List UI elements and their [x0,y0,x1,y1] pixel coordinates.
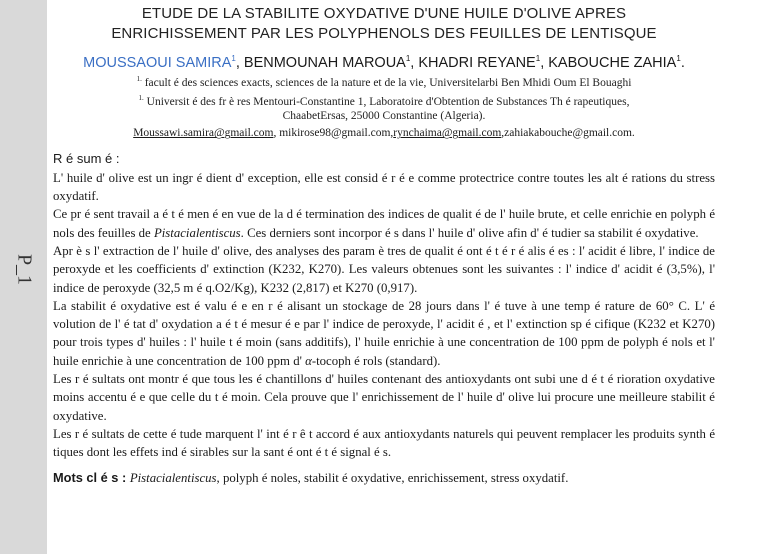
email-list [53,126,715,141]
email-4: ,zahiakabouche@gmail.com. [501,127,635,140]
author-1: MOUSSAOUI SAMIRA [83,54,232,71]
keywords-label: Mots cl é s : [53,469,130,485]
author-2: BENMOUNAH MAROUA [243,54,406,71]
author-end: . [680,54,685,71]
email-link-1[interactable]: Moussawi.samira@gmail.com [133,127,274,140]
affiliation-2-cont: ChaabetErsas, 25000 Constantine (Algeria). [282,110,486,123]
affiliation-2-line-1: Universit é des fr è res Mentouri-Constantine 1, Laboratoire d'Obtention de Substances Th é rapeutiques, [143,95,630,108]
affiliation-2 [53,91,715,110]
author-sep: , [235,54,244,71]
title-line-2: ENRICHISSEMENT PAR LES POLYPHENOLS DES FEUILLES DE LENTISQUE [111,25,657,42]
page-label: P_1 [13,253,36,286]
affiliation-1-sup: 1. [136,74,142,83]
abstract-paragraph-2 [53,205,715,242]
email-link-3[interactable]: rynchaima@gmail.com [393,127,502,140]
author-list [53,50,715,72]
email-2: , mikirose98@gmail.com, [273,127,394,140]
abstract-paragraph-4 [53,297,715,370]
abstract-paragraph-3: Apr è s l' extraction de l' huile d' olive, des analyses des param è tres de qualit é ont é t é r é alis é es : l' acidit é libre, l' indice de peroxyde et les coefficients d' extinction (K232, K270). Les valeurs obtenues sont les suivantes : l' indice d' acidit é (3,5%), l' indice de peroxyde (32,5 m é q.O2/Kg), K232 (2,817) et K270 (0,917). [53,243,715,295]
author-4: KABOUCHE ZAHIA [548,54,677,71]
abstract [53,150,715,461]
author-3: KHADRI REYANE [418,54,536,71]
author-2-sup: 1 [405,54,411,63]
abstract-heading: R é sum é : [53,151,120,167]
keywords-rest: , polyph é noles, stabilit é oxydative, enrichissement, stress oxydatif. [216,470,569,485]
paper-page [53,4,715,487]
abstract-paragraph-1: L' huile d' olive est un ingr é dient d' exception, elle est consid é r é e comme protectrice contre toutes les alt é rations du stress oxydatif. [53,170,715,204]
author-1-sup: 1 [231,54,236,63]
species-name: Pistacialentiscus [153,225,241,240]
abstract-paragraph-5: Les r é sultats ont montr é que tous les é chantillons d' huiles contenant des antioxydants ont subi une d é t é rioration oxydative moins accentu é e que celle du t é moin. Cela prouve que l' enrichissement de l' huile d' olive lui procure une meilleure stabilit é oxydative. [53,372,715,423]
p2-text-a: Ce pr é sent travail a é t é men é en vue de la d é termination des indices de qualit é de l' huile brute, et celle enrichie en polyph é nols des feuilles de [53,207,715,240]
affiliation-1 [53,72,715,91]
abstract-paragraph-6: Les r é sultats de cette é tude marquent l' int é r ê t accord é aux antioxydants naturels qui peuvent remplacer les produits synth é tiques dont les effets ind é sirables sur la sant é ont é t é signal é s. [53,426,715,460]
author-sep: , [410,54,419,71]
p2-text-b: . Ces derniers sont incorpor é s dans l' huile d' olive afin d' é tudier sa stabilit é oxydative. [240,225,699,240]
keywords [53,469,715,487]
affiliation-1-text: facult é des sciences exacts, sciences de la nature et de la vie, Universitelarbi Ben Mhidi Oum El Bouaghi [141,76,632,89]
sidebar-strip [0,0,47,554]
alpha-symbol: α [305,353,312,368]
author-3-sup: 1 [535,54,541,63]
paper-title [53,4,715,44]
author-4-sup: 1 [676,54,681,63]
p4-text-a: La stabilit é oxydative est é valu é e en r é alisant un stockage de 28 jours dans l' é tuve à une temp é rature de 60° C. L' é volution de l' é tat d' oxydation a é t é mesur é e par l' indice de peroxyde, l' acidit é , et l' extinction sp é cifique (K232 et K270) pour trois types d' huiles : l' huile t é moin (sans additifs), l' huile enrichie à une concentration de 100 ppm de polyph é nols et l' huile enrichie à une concentration de 100 ppm d' [53,298,715,368]
author-sep: , [540,54,549,71]
title-line-1: ETUDE DE LA STABILITE OXYDATIVE D'UNE HUILE D'OLIVE APRES [141,5,627,22]
p4-text-b: -tocoph é rols (standard). [311,353,441,368]
affiliation-2-sup: 1. [138,93,144,102]
keyword-species: Pistacialentiscus [129,470,217,485]
